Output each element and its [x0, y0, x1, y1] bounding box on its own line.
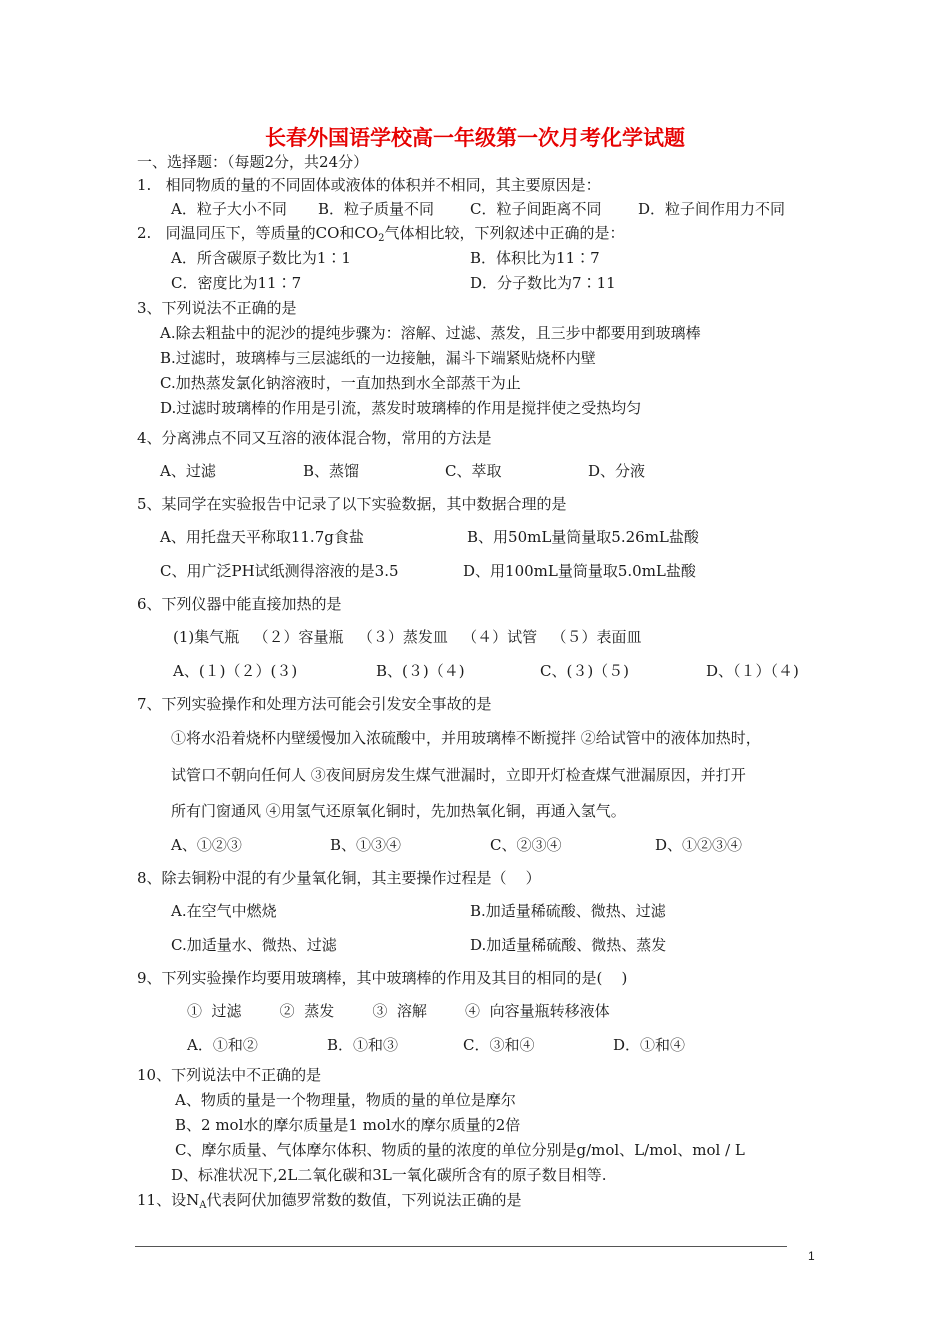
q4-option-d: D、分液: [588, 462, 646, 480]
q7-option-a: A、①②③: [171, 836, 242, 854]
q7-stem: 7、下列实验操作和处理方法可能会引发安全事故的是: [137, 695, 492, 713]
q11-stem: 11、设$N_A$代表阿伏加德罗常数的数值，下列说法正确的是: [137, 1191, 522, 1211]
q9-option-a: A．①和②: [187, 1036, 258, 1054]
q9-option-c: C．③和④: [463, 1036, 535, 1054]
q8-option-d: D.加适量稀硫酸、微热、蒸发: [470, 936, 667, 954]
q6-items: (1)集气瓶 （２）容量瓶 （３）蒸发皿 （４）试管 （５）表面皿: [173, 628, 642, 646]
q7-option-d: D、①②③④: [655, 836, 743, 854]
q2-option-a: A．所含碳原子数比为1∶1: [171, 249, 351, 267]
q6-stem: 6、下列仪器中能直接加热的是: [137, 595, 342, 613]
q5-option-b: B、用50mL量筒量取5.26mL盐酸: [467, 528, 699, 546]
section-heading: 一、选择题：（每题2分，共24分）: [137, 153, 369, 171]
q9-stem: 9、下列实验操作均要用玻璃棒，其中玻璃棒的作用及其目的相同的是( ): [137, 969, 628, 987]
q6-option-a: A、(１)（２）(３): [173, 662, 298, 680]
q2-option-d: D．分子数比为7∶11: [470, 274, 616, 292]
q5-option-c: C、用广泛PH试纸测得溶液的是3.5: [160, 562, 399, 580]
q9-option-b: B．①和③: [327, 1036, 399, 1054]
q9-items: ① 过滤 ② 蒸发 ③ 溶解 ④ 向容量瓶转移液体: [187, 1002, 610, 1020]
q1-option-b: B．粒子质量不同: [318, 200, 435, 218]
q10-stem: 10、下列说法中不正确的是: [137, 1066, 322, 1084]
q9-option-d: D．①和④: [613, 1036, 686, 1054]
q10-option-d: D、标准状况下,2L二氧化碳和3L一氧化碳所含有的原子数目相等.: [171, 1166, 607, 1184]
q2-stem: 2. 同温同压下，等质量的CO和$CO_2$气体相比较，下列叙述中正确的是：: [137, 224, 625, 244]
q1-option-c: C．粒子间距离不同: [470, 200, 602, 218]
q6-option-d: D、（１）（４): [706, 662, 799, 680]
q7-line-3: 所有门窗通风 ④用氢气还原氧化铜时，先加热氧化铜，再通入氢气。: [171, 802, 626, 820]
q3-option-b: B.过滤时，玻璃棒与三层滤纸的一边接触，漏斗下端紧贴烧杯内壁: [160, 349, 596, 367]
q2-option-c: C．密度比为11∶7: [171, 274, 302, 292]
footer-divider: [135, 1246, 787, 1247]
q3-option-d: D.过滤时玻璃棒的作用是引流，蒸发时玻璃棒的作用是搅拌使之受热均匀: [160, 399, 642, 417]
q3-option-c: C.加热蒸发氯化钠溶液时，一直加热到水全部蒸干为止: [160, 374, 521, 392]
page-number: 1: [808, 1249, 815, 1263]
q2-option-b: B．体积比为11∶7: [470, 249, 600, 267]
q3-option-a: A.除去粗盐中的泥沙的提纯步骤为：溶解、过滤、蒸发，且三步中都要用到玻璃棒: [160, 324, 701, 342]
q10-option-c: C、摩尔质量、气体摩尔体积、物质的量的浓度的单位分别是g/mol、L/mol、mol / L: [175, 1141, 745, 1159]
q8-option-c: C.加适量水、微热、过滤: [171, 936, 337, 954]
q6-option-c: C、(３)（５): [540, 662, 630, 680]
q7-line-2: 试管口不朝向任何人 ③夜间厨房发生煤气泄漏时，立即开灯检查煤气泄漏原因，并打开: [171, 766, 746, 784]
q8-stem: 8、除去铜粉中混的有少量氧化铜，其主要操作过程是（ ）: [137, 869, 541, 887]
q6-option-b: B、(３)（４): [376, 662, 465, 680]
q7-line-1: ①将水沿着烧杯内壁缓慢加入浓硫酸中，并用玻璃棒不断搅拌 ②给试管中的液体加热时，: [171, 729, 761, 747]
q7-option-b: B、①③④: [330, 836, 402, 854]
exam-title: 长春外国语学校高一年级第一次月考化学试题: [265, 125, 685, 150]
q7-option-c: C、②③④: [490, 836, 562, 854]
q10-option-a: A、物质的量是一个物理量，物质的量的单位是摩尔: [175, 1091, 516, 1109]
q3-stem: 3、下列说法不正确的是: [137, 299, 297, 317]
q1-option-a: A．粒子大小不同: [171, 200, 287, 218]
q4-option-b: B、蒸馏: [303, 462, 360, 480]
q4-option-a: A、过滤: [160, 462, 216, 480]
q8-option-a: A.在空气中燃烧: [171, 902, 277, 920]
q5-stem: 5、某同学在实验报告中记录了以下实验数据，其中数据合理的是: [137, 495, 567, 513]
q1-stem: 1. 相同物质的量的不同固体或液体的体积并不相同，其主要原因是：: [137, 176, 601, 194]
q8-option-b: B.加适量稀硫酸、微热、过滤: [470, 902, 666, 920]
q4-stem: 4、分离沸点不同又互溶的液体混合物，常用的方法是: [137, 429, 492, 447]
q5-option-a: A、用托盘天平称取11.7g食盐: [160, 528, 364, 546]
q5-option-d: D、用100mL量筒量取5.0mL盐酸: [463, 562, 696, 580]
q10-option-b: B、2 mol水的摩尔质量是1 mol水的摩尔质量的2倍: [175, 1116, 521, 1134]
q4-option-c: C、萃取: [445, 462, 502, 480]
q1-option-d: D．粒子间作用力不同: [638, 200, 786, 218]
